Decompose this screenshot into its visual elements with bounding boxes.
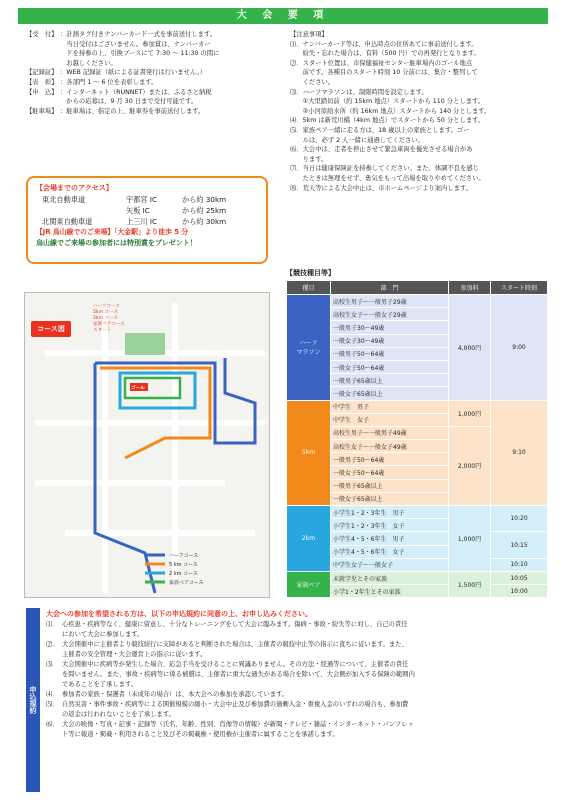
race-division: 一般男子50～64歳 [331, 453, 449, 466]
race-division: 中学生 女子 [331, 413, 449, 426]
course-map [24, 292, 270, 598]
info-row [26, 40, 281, 50]
note-line: 紛失・忘れた場合は、有料（500 円）での再発行となります。 [290, 50, 480, 58]
terms-text: 主催者の安全管理・大会運営上の指示に従います。 [62, 651, 207, 658]
note-line: ①大里踏切前（約 15km 地点）スタートから 110 分とします。 [290, 98, 485, 106]
note-line: ②小河原給水所（約 16km 地点）スタートから 140 分とします。 [290, 107, 491, 115]
terms-item [46, 660, 546, 670]
info-label [26, 40, 60, 50]
race-division: 小学生4・5・6年生 女子 [331, 545, 449, 558]
race-division: 高校生男子～一般男子49歳 [331, 426, 449, 439]
note-line: ⑸．家族ペア一緒に走る方は、18 歳以上の家族とします。ゴー [290, 126, 470, 134]
race-division: 小学生1・2・3年生 女子 [331, 519, 449, 532]
terms-text: 大会開催中に疾病等が発生した場合、応急手当を受けることに異議ありません。その方法・経過等について、主催者の責任 [62, 661, 409, 668]
legend-family: 家族ペアコース [169, 580, 204, 586]
access-road: 北関東自動車道 [42, 217, 93, 226]
race-time: 10:10 [491, 558, 548, 571]
race-division: 一般女子50～64歳 [331, 466, 449, 479]
notes-title: 【注意事項】 [290, 31, 328, 38]
terms-item [46, 730, 546, 740]
goal-park-area [125, 333, 165, 355]
note-line: ります。 [290, 155, 328, 163]
race-division: 高校生男子～一般男子29歳 [331, 295, 449, 308]
terms-text: であることを了承します。 [62, 681, 138, 688]
access-row [36, 216, 258, 227]
race-division: 一般女子65歳以上 [331, 387, 449, 400]
note-line: 前です。各種目のスタート時刻 10 分前には、集合・整列して [290, 69, 478, 77]
map-svg [25, 293, 271, 599]
info-row [26, 30, 281, 40]
race-division: 中学生 男子 [331, 400, 449, 413]
info-text: ：計測タグ付きナンバーカード一式を事前送付します。 [60, 31, 217, 38]
info-label [26, 97, 60, 107]
info-row [26, 97, 281, 107]
info-row [26, 68, 281, 78]
info-label: 【記録証】 [26, 69, 58, 77]
info-label: 【申 込】 [26, 88, 58, 96]
race-time: 10:00 [491, 585, 548, 598]
terms-text: 大会の映像・写真・記事・記録等（氏名、年齢、性別、肖像等の情報）が新聞・テレビ・雑誌・インターネット・パンフレッ [62, 721, 414, 728]
race-division: 中学生女子～一般女子 [331, 558, 449, 571]
terms-text: の返金は行われないことを了承します。 [62, 711, 175, 718]
note-line: ルは、必ず 2 人一緒に通過してください。 [290, 136, 424, 144]
terms-item [46, 630, 546, 640]
access-dist: から約 30km [182, 217, 227, 226]
info-text: お越しください。 [60, 59, 117, 67]
info-text: からの応募は、9 月 30 日まで受付可能です。 [60, 98, 198, 106]
note-line: ⑴．ナンバーカード等は、申込時点の住所あてに事前送付します。 [290, 40, 478, 48]
terms-text: において大会に参加します。 [62, 631, 144, 638]
terms-text: 参加者の家族・保護者（未成年の場合）は、本大会への参加を承認しています。 [62, 691, 289, 698]
access-row [36, 194, 258, 205]
races-header-2: 参加料 [449, 281, 491, 295]
terms-item [46, 700, 546, 710]
access-train-text: 【JR 烏山線でのご来場】「大金駅」より徒歩 5 分 [36, 228, 189, 236]
info-block [26, 30, 281, 116]
race-division: 高校生女子～一般女子49歳 [331, 440, 449, 453]
info-row [26, 78, 281, 88]
access-ic: 上三川 IC [126, 217, 157, 226]
map-badge: コース図 [31, 321, 71, 337]
race-time: 10:15 [491, 532, 548, 558]
note-line: ⑺．当日は健康保険証を持参してください。また、体調不良を感じ [290, 165, 479, 173]
terms-num: ⑶． [46, 661, 59, 668]
access-heading: 【会場までのアクセス】 [36, 184, 113, 192]
race-fee: 4,000円 [449, 295, 491, 401]
race-time: 9:00 [491, 295, 548, 401]
access-box [26, 176, 268, 264]
race-division: 一般男子65歳以上 [331, 374, 449, 387]
race-time: 10:05 [491, 571, 548, 584]
races-table [286, 280, 548, 598]
access-gift: 烏山線でご来場の参加者には特別賞をプレゼント！ [36, 239, 197, 247]
info-label: 【駐車場】 [26, 107, 58, 115]
terms-text: ト等に報道・掲載・利用されること及びその掲載権・使用権が主催者に属することを承諾します。 [62, 731, 339, 738]
terms-num: ⑹． [46, 721, 59, 728]
map-label-half: ハーフコース [93, 304, 120, 309]
terms-item [46, 670, 546, 680]
terms-body [46, 608, 546, 740]
info-text: ：駐車場は、指定の上、駐車券を事前送付します。 [60, 107, 205, 115]
terms-num [46, 730, 62, 740]
race-name-5k: 5km [287, 400, 331, 506]
info-label [26, 49, 60, 59]
terms-text: 心疾患・疾病等なく、健康に留意し、十分なトレーニングをして大会に臨みます。傷病・事故・紛失等に対し、自己の責任 [62, 621, 408, 628]
map-label-2k: 2km コース [93, 316, 119, 321]
terms-num [46, 670, 62, 680]
terms-num: ⑵． [46, 641, 59, 648]
note-line: ⑵．スタート位置は、市保健福祉センター駐車場内のゴール地点 [290, 59, 473, 67]
terms-text: 自然災害・事件事故・疾病等による開催規模の縮小・大会中止及び参加費の過剰入金・重複入金のいずれの場合も、参加費 [62, 701, 409, 708]
terms-item [46, 640, 546, 650]
info-row [26, 59, 281, 69]
note-line: たときは無理をせず、勇気をもって出場を取りやめてください。 [290, 174, 485, 182]
info-row [26, 88, 281, 98]
race-division: 一般女子65歳以上 [331, 492, 449, 505]
race-division: 高校生女子～一般女子29歳 [331, 308, 449, 321]
note-line: ⑻．荒天等による大会中止は、市ホームページより案内します。 [290, 184, 472, 192]
map-label-start: スタート [93, 328, 112, 333]
terms-item [46, 650, 546, 660]
legend-half: ハーフコース [169, 553, 199, 559]
race-division: 未就学児とその家族 [331, 571, 449, 584]
terms-num: ⑴． [46, 621, 59, 628]
note-line: ⑹．大会中は、走者を停止させて緊急車両を優先させる場合があ [290, 146, 473, 154]
race-division: 一般女子50～64歳 [331, 360, 449, 373]
terms-num: ⑸． [46, 701, 59, 708]
info-label: 【受 付】 [26, 31, 58, 38]
race-time: 9:10 [491, 400, 548, 506]
race-division: 小学生1・2・3年生 男子 [331, 506, 449, 519]
info-label: 【表 彰】 [26, 78, 58, 86]
access-road [36, 205, 126, 216]
access-train [36, 227, 258, 238]
race-fee: 2,000円 [449, 426, 491, 505]
race-fee: 1,000円 [449, 400, 491, 426]
terms-section [26, 608, 548, 792]
legend-5k: 5 km コース [169, 562, 198, 568]
races-header-0: 種目 [287, 281, 331, 295]
access-ic: 宇都宮 IC [126, 195, 157, 204]
info-text: ：WEB 記録証（紙による証書発行は行いません。） [60, 69, 206, 77]
terms-num: ⑷． [46, 691, 59, 698]
info-text: ドを持参の上、引換ブースにて 7:30 ～ 11:30 の間に [60, 50, 220, 58]
races-section [286, 268, 548, 598]
terms-text: 大会開催中に主催者より競技続行に支障があると判断された場合は、主催者の競技中止等の指示に直ちに従います。また、 [62, 641, 408, 648]
terms-text: を問いません。また、事故・疾病等に係る補償は、主催者に重大な過失がある場合を除いて、大会側が加入する保険の範囲内 [62, 671, 415, 678]
map-label-5k: 5km コース [93, 310, 119, 315]
info-row [26, 49, 281, 59]
info-text: ：各部門 1 ～ 6 位を表彰します。 [60, 78, 158, 86]
race-division: 一般男子30～49歳 [331, 321, 449, 334]
race-time: 10:20 [491, 506, 548, 532]
race-name-family: 家族ペア [287, 571, 331, 597]
races-header-1: 部 門 [331, 281, 449, 295]
terms-item [46, 720, 546, 730]
race-division: 小学生4・5・6年生 男子 [331, 532, 449, 545]
access-dist: から約 25km [182, 206, 227, 215]
terms-num [46, 630, 62, 640]
info-text: 当日受付はございません。参加賞は、ナンバーカー [60, 40, 211, 48]
terms-item [46, 620, 546, 630]
info-text: ：インターネット（RUNNET）または、ふるさと納税 [60, 88, 212, 96]
terms-num [46, 680, 62, 690]
terms-item [46, 710, 546, 720]
terms-num [46, 650, 62, 660]
race-name-half: ハーフ マラソン [287, 295, 331, 401]
access-row [36, 205, 258, 216]
page-title: 大 会 要 項 [18, 8, 548, 24]
terms-heading: 大会への参加を希望される方は、以下の申込規約に同意の上、お申し込みください。 [46, 610, 312, 618]
info-label [26, 59, 60, 69]
legend-2k: 2 km コース [169, 571, 198, 577]
note-line: ⑷．5km は新荒川橋（4km 地点）でスタートから 50 分とします。 [290, 117, 485, 125]
info-row [26, 107, 281, 117]
access-road: 東北自動車道 [42, 195, 86, 204]
terms-item [46, 690, 546, 700]
races-title: 【競技種目等】 [286, 269, 335, 277]
race-division: 一般男子50～64歳 [331, 347, 449, 360]
terms-num [46, 710, 62, 720]
access-ic: 矢板 IC [126, 206, 150, 215]
access-dist: から約 30km [182, 195, 227, 204]
note-line: ください。 [290, 78, 335, 86]
race-division: 小学1・2年生とその家族 [331, 585, 449, 598]
note-line: ⑶．ハーフマラソンは、制限時間を設定します。 [290, 88, 428, 96]
terms-item [46, 680, 546, 690]
map-label-goal: ゴール [131, 386, 145, 391]
terms-side-label: 申込規約 [26, 608, 40, 792]
race-division: 一般男子65歳以上 [331, 479, 449, 492]
race-fee: 1,000円 [449, 506, 491, 572]
races-header-3: スタート時刻 [491, 281, 548, 295]
race-name-2k: 2km [287, 506, 331, 572]
race-division: 一般女子30～49歳 [331, 334, 449, 347]
map-label-family: 家族ペアコース [93, 322, 125, 327]
race-fee: 1,500円 [449, 571, 491, 597]
notes-block [290, 30, 548, 193]
